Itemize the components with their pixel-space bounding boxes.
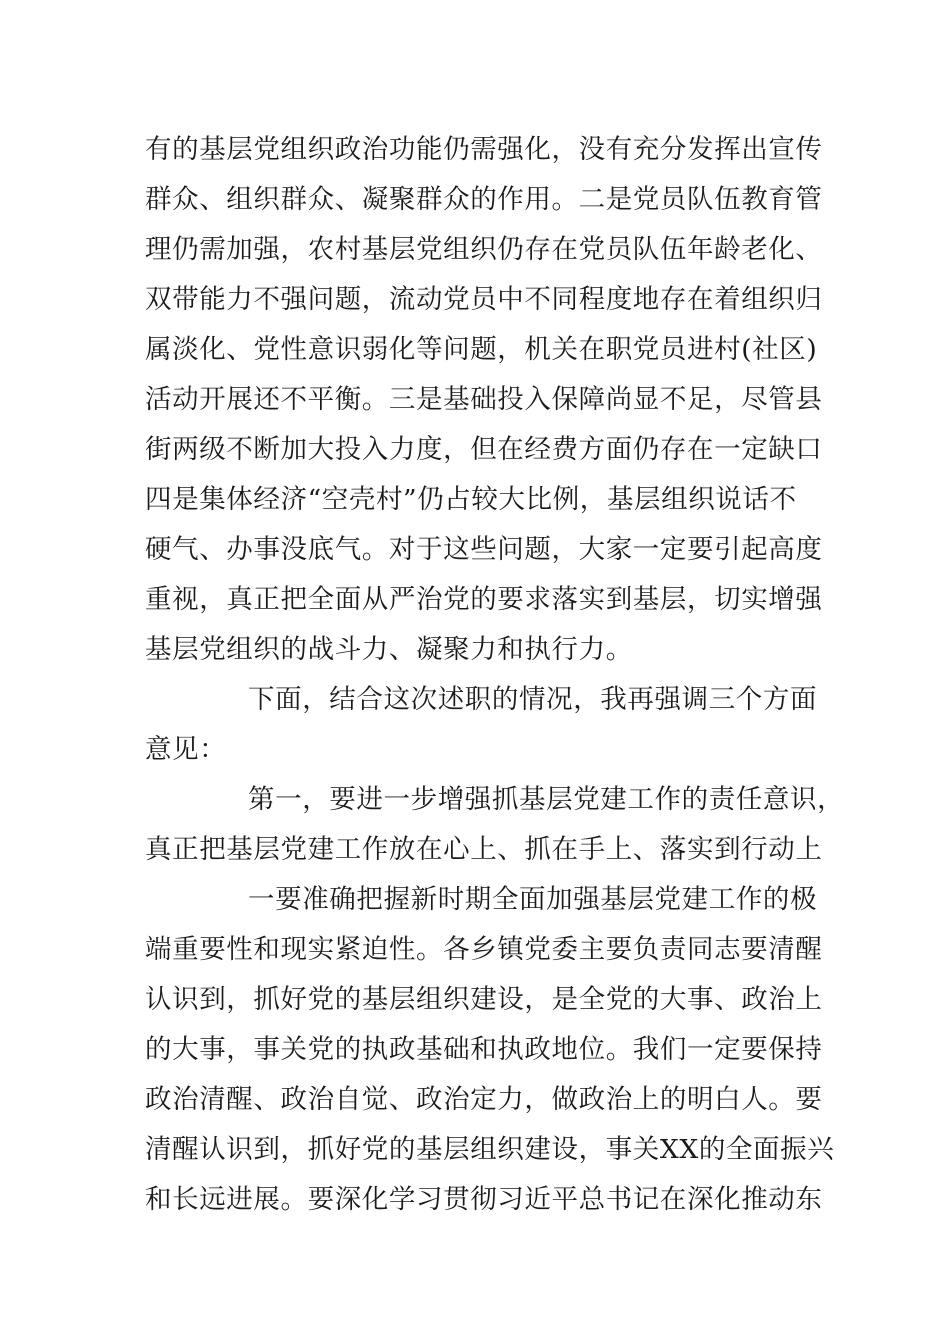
text-line: 街两级不断加大投入力度，但在经费方面仍存在一定缺口: [145, 434, 823, 465]
text-line: 四是集体经济“空壳村”仍占较大比例，基层组织说话不: [145, 484, 797, 515]
text-line: 政治清醒、政治自觉、政治定力，做政治上的明白人。要: [145, 1084, 823, 1115]
text-line: 端重要性和现实紧迫性。各乡镇党委主要负责同志要清醒: [145, 934, 823, 965]
text-line: 清醒认识到，抓好党的基层组织建设，事关XX的全面振兴: [145, 1134, 835, 1165]
text-line: 属淡化、党性意识弱化等问题，机关在职党员进村(社区): [145, 334, 818, 365]
text-line: 基层党组织的战斗力、凝聚力和执行力。: [145, 634, 633, 665]
paragraph-first-line: 一要准确把握新时期全面加强基层党建工作的极: [248, 884, 818, 915]
text-line: 有的基层党组织政治功能仍需强化，没有充分发挥出宣传: [145, 134, 823, 165]
text-line: 认识到，抓好党的基层组织建设，是全党的大事、政治上: [145, 984, 823, 1015]
text-line: 重视，真正把全面从严治党的要求落实到基层，切实增强: [145, 584, 823, 615]
text-line: 和长远进展。要深化学习贯彻习近平总书记在深化推动东: [145, 1184, 823, 1215]
text-line: 群众、组织群众、凝聚群众的作用。二是党员队伍教育管: [145, 184, 823, 215]
text-line: 理仍需加强，农村基层党组织仍存在党员队伍年龄老化、: [145, 234, 823, 265]
paragraph-first-line: 下面，结合这次述职的情况，我再强调三个方面: [248, 684, 818, 715]
text-line: 的大事，事关党的执政基础和执政地位。我们一定要保持: [145, 1034, 823, 1065]
text-line: 双带能力不强问题，流动党员中不同程度地存在着组织归: [145, 284, 823, 315]
section-heading-first: 第一，要进一步增强抓基层党建工作的责任意识，: [248, 784, 845, 815]
section-heading-first-cont: 真正把基层党建工作放在心上、抓在手上、落实到行动上: [145, 834, 823, 865]
text-line: 意见：: [145, 734, 227, 765]
text-line: 活动开展还不平衡。三是基础投入保障尚显不足，尽管县: [145, 384, 823, 415]
text-line: 硬气、办事没底气。对于这些问题，大家一定要引起高度: [145, 534, 823, 565]
